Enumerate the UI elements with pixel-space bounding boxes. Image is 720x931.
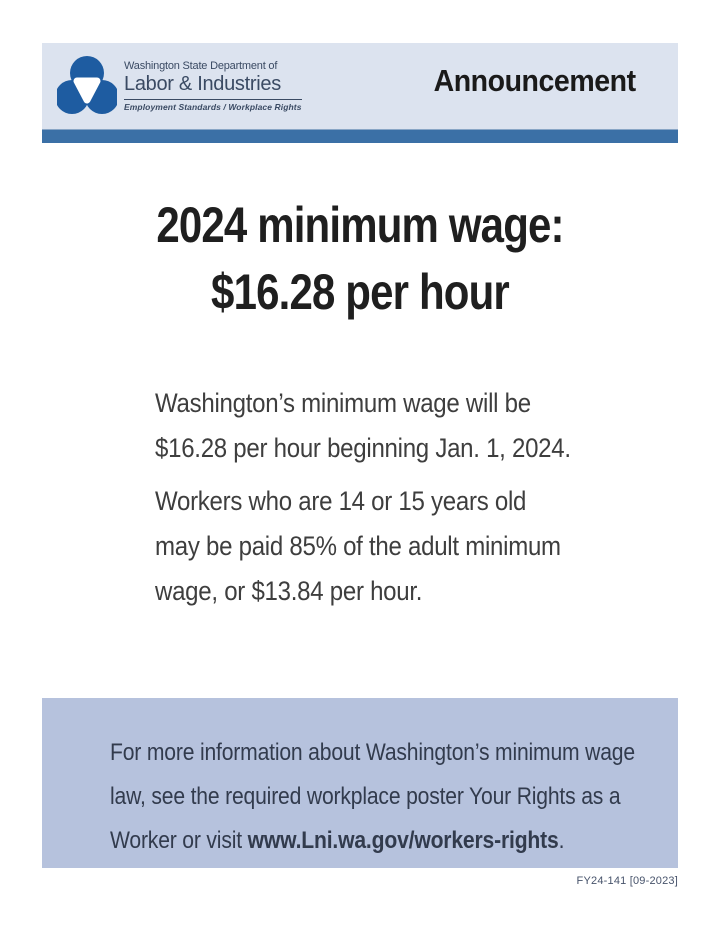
footer-line3-suffix: . (558, 827, 565, 854)
logo-tagline: Employment Standards / Workplace Rights (124, 99, 302, 113)
footer-info-text (110, 731, 635, 863)
document-number: FY24-141 [09-2023] (576, 875, 678, 887)
paragraph-youth-wage (155, 479, 618, 614)
header-band (42, 43, 678, 129)
workers-rights-url: www.Lni.wa.gov/workers-rights (247, 827, 559, 854)
accent-bar (42, 129, 678, 143)
logo-agency-name: Labor & Industries (124, 72, 281, 95)
lni-logo (57, 55, 302, 117)
paragraph-wage-effective (155, 381, 618, 471)
paragraph1-line2: $16.28 per hour beginning Jan. 1, 2024. (155, 433, 571, 463)
announcement-title: Announcement (433, 63, 636, 98)
page-title-line1: 2024 minimum wage: (156, 197, 564, 253)
logo-department-line: Washington State Department of (124, 59, 278, 72)
footer-line3-prefix: Worker or visit (110, 827, 248, 854)
page-title-line2: $16.28 per hour (211, 264, 509, 320)
footer-line2: law, see the required workplace poster Your Rights as a (110, 783, 621, 810)
logo-text-block (124, 60, 302, 113)
footer-info-box (42, 698, 678, 868)
lni-trefoil-icon (57, 55, 117, 117)
paragraph2-line3: wage, or $13.84 per hour. (155, 576, 423, 606)
page-title (93, 192, 627, 326)
paragraph2-line1: Workers who are 14 or 15 years old (155, 486, 527, 516)
footer-line1: For more information about Washington’s minimum wage (110, 739, 635, 766)
paragraph1-line1: Washington’s minimum wage will be (155, 388, 531, 418)
paragraph2-line2: may be paid 85% of the adult minimum (155, 531, 561, 561)
